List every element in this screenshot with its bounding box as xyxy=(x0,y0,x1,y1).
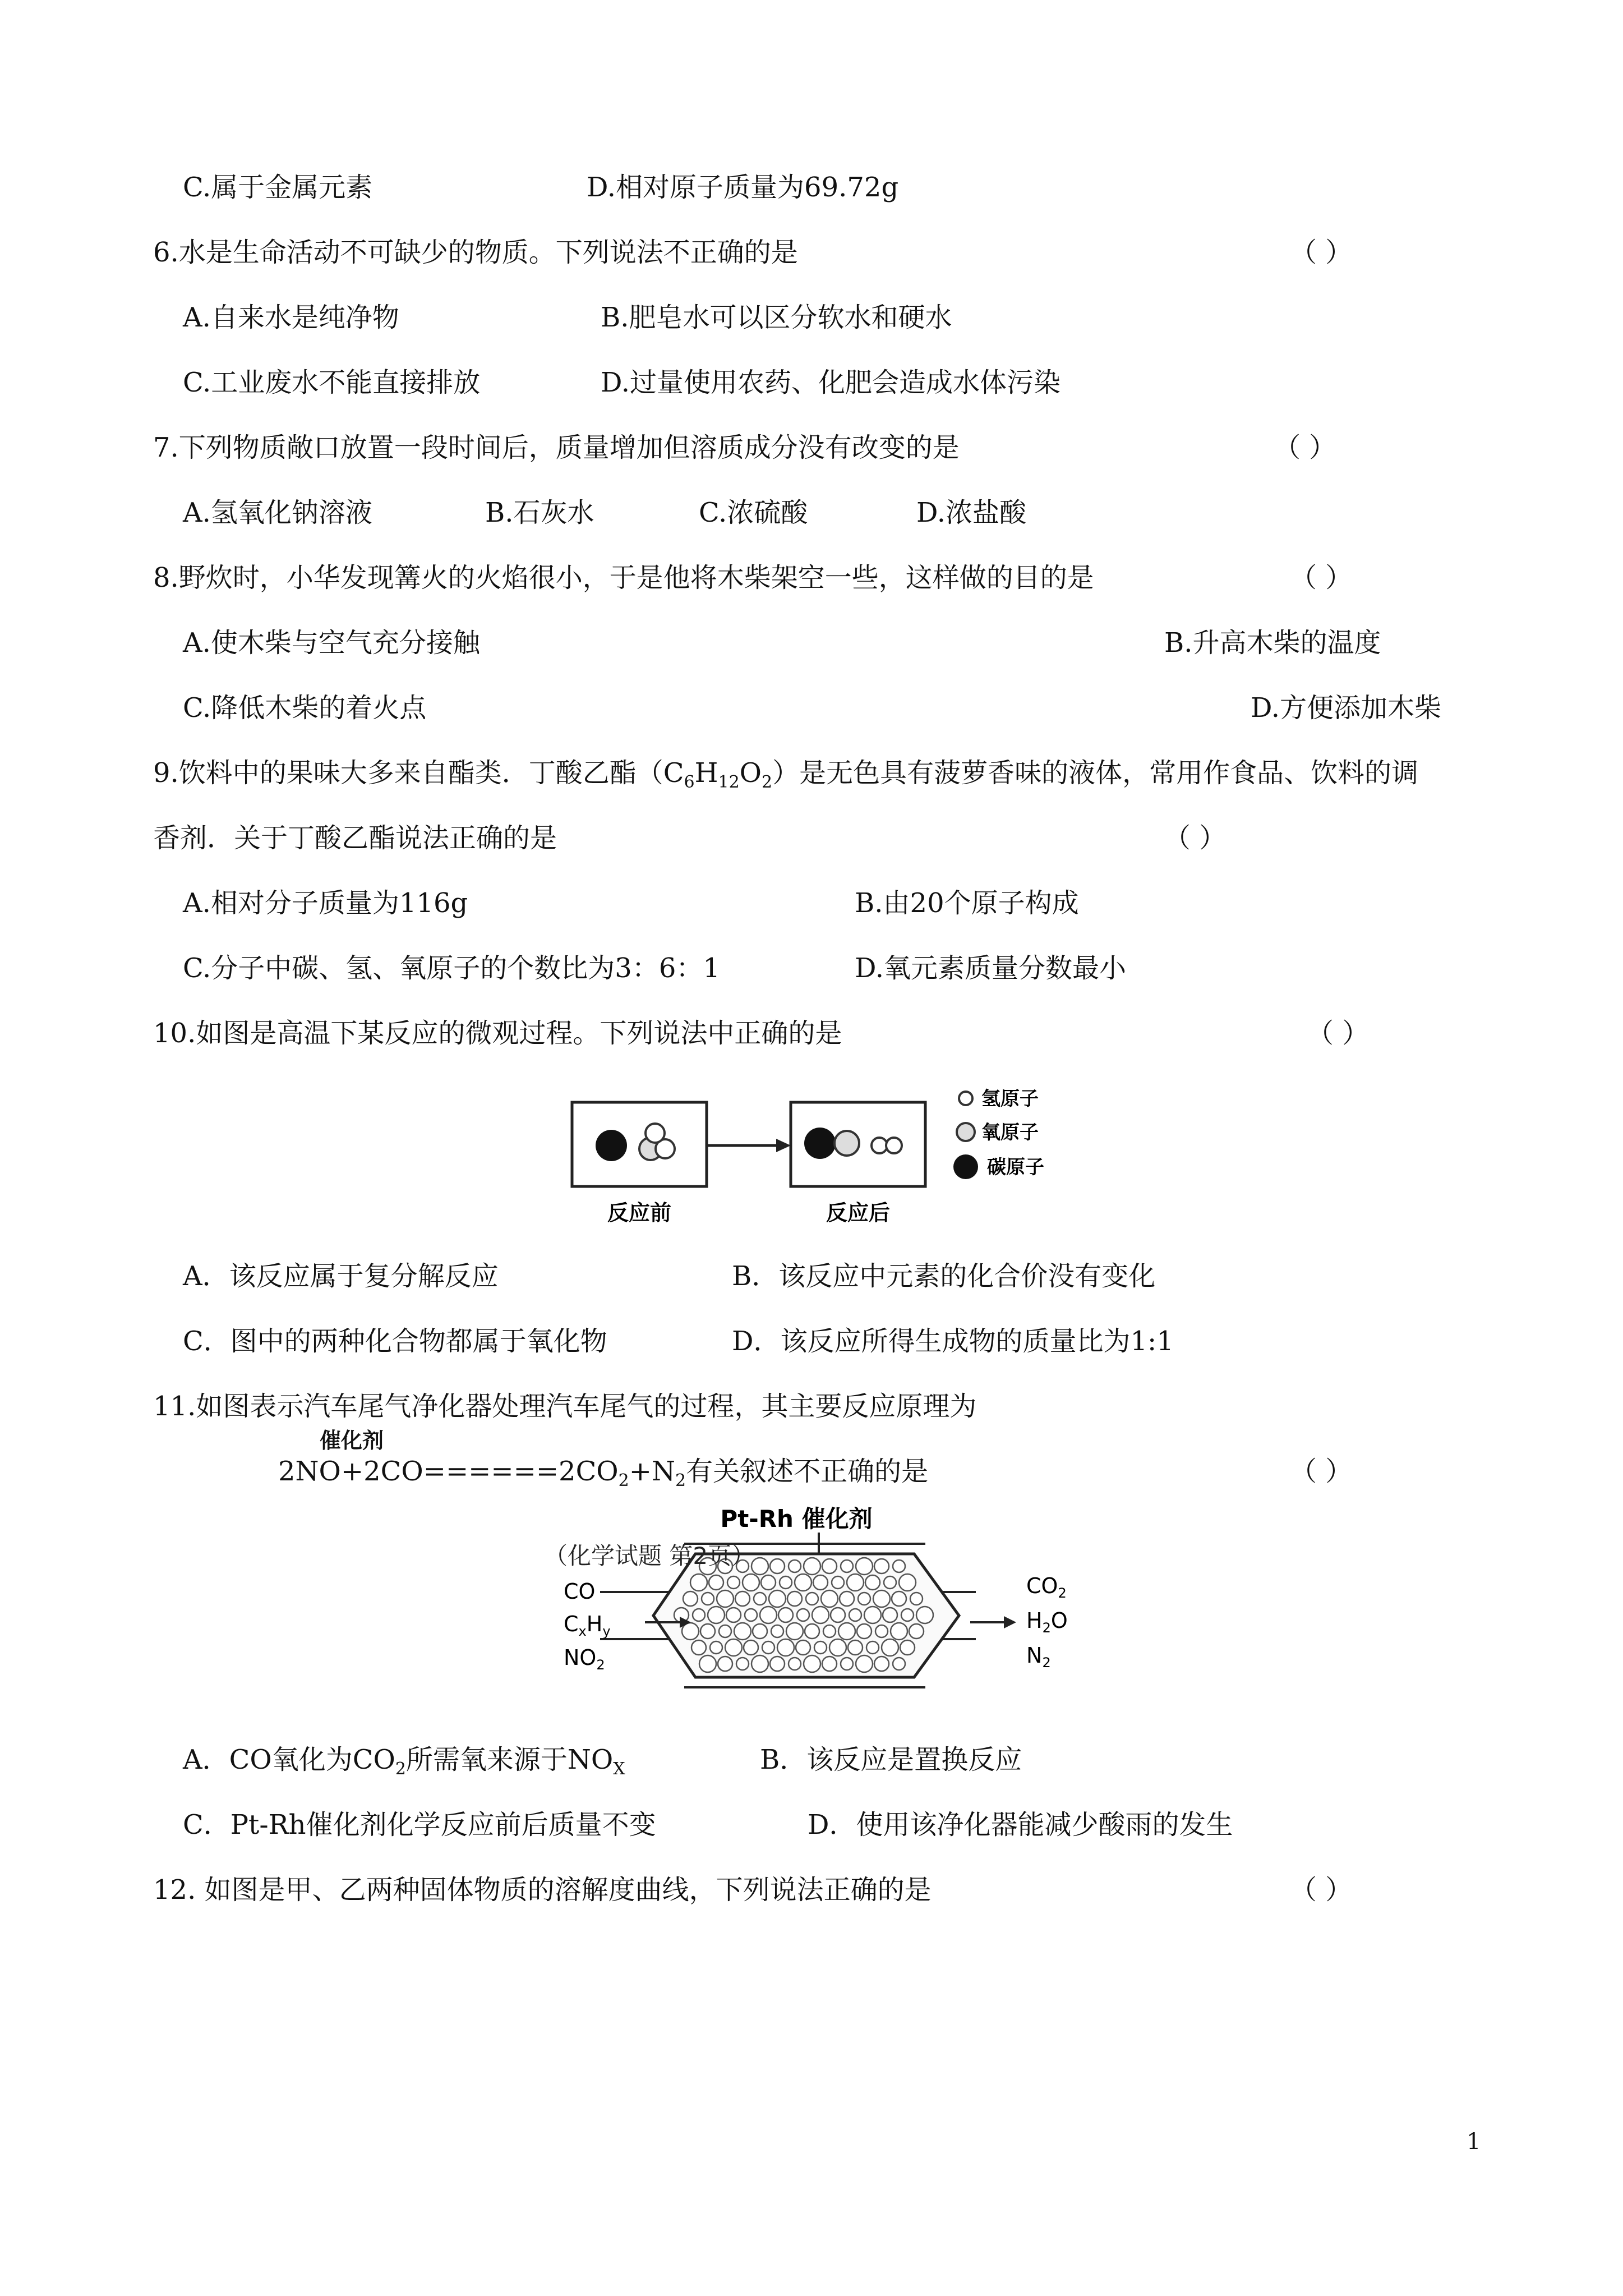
catalyst-bead xyxy=(865,1575,880,1590)
catalyst-bead xyxy=(745,1609,757,1621)
catalyst-bead xyxy=(786,1623,803,1640)
inlet-cxhy: $C_xH_y$ xyxy=(564,1612,611,1639)
catalyst-bead xyxy=(770,1559,785,1573)
catalyst-bead xyxy=(725,1639,742,1656)
catalyst-bead xyxy=(822,1559,837,1573)
catalyst-bead xyxy=(841,1560,853,1572)
q5-option-d: D.相对原子质量为69.72g xyxy=(587,172,899,203)
legend-carbon: 碳原子 xyxy=(987,1156,1044,1179)
outlet-arrow-head xyxy=(1004,1616,1016,1628)
catalyst-bead xyxy=(717,1590,734,1607)
q11-answer-paren: （ ） xyxy=(1290,1456,1353,1487)
outlet-h2o: $H_2O$ xyxy=(1026,1608,1068,1636)
q11-equation: $2NO+2CO======2CO_2+N_2$有关叙述不正确的是 xyxy=(278,1456,929,1490)
q10-option-c: C．图中的两种化合物都属于氧化物 xyxy=(183,1326,607,1357)
q8-option-b: B.升高木柴的温度 xyxy=(1164,627,1381,659)
hydrogen-atom xyxy=(872,1138,887,1153)
carbon-atom xyxy=(804,1128,836,1159)
catalyst-bead xyxy=(693,1609,705,1621)
q9-stem-line2: 香剂．关于丁酸乙酯说法正确的是 xyxy=(153,822,557,854)
q10-option-b: B．该反应中元素的化合价没有变化 xyxy=(732,1260,1156,1292)
catalyst-bead xyxy=(760,1607,777,1623)
catalyst-bead xyxy=(777,1639,794,1656)
catalyst-bead xyxy=(891,1623,907,1640)
outlet-co2: $CO_2$ xyxy=(1026,1573,1067,1601)
catalyst-bead xyxy=(882,1639,898,1656)
q6-option-b: B.肥皂水可以区分软水和硬水 xyxy=(601,302,952,333)
catalyst-bead xyxy=(762,1641,774,1654)
q6-stem: 6.水是生命活动不可缺少的物质。下列说法不正确的是 xyxy=(153,237,798,268)
catalyst-bead xyxy=(708,1607,725,1623)
catalyst-bead xyxy=(753,1624,767,1639)
q9-option-b: B.由20个原子构成 xyxy=(855,887,1079,919)
q8-answer-paren: （ ） xyxy=(1290,562,1353,593)
catalyst-bead xyxy=(840,1591,854,1606)
q8-option-c: C.降低木柴的着火点 xyxy=(183,692,427,724)
catalyst-bead xyxy=(702,1593,714,1605)
catalyst-bead xyxy=(875,1625,888,1637)
catalyst-bead xyxy=(769,1590,786,1607)
catalyst-bead xyxy=(806,1593,818,1605)
q12-stem: 12. 如图是甲、乙两种固体物质的溶解度曲线，下列说法正确的是 xyxy=(153,1874,932,1906)
q10-option-d: D．该反应所得生成物的质量比为1:1 xyxy=(732,1326,1174,1357)
q8-option-a: A.使木柴与空气充分接触 xyxy=(183,627,480,659)
q6-answer-paren: （ ） xyxy=(1290,237,1353,268)
catalyst-bead xyxy=(849,1609,861,1621)
catalyst-bead xyxy=(813,1575,828,1590)
catalyst-bead xyxy=(771,1625,783,1637)
catalyst-bead xyxy=(789,1658,801,1670)
catalyst-bead xyxy=(847,1574,864,1591)
q10-answer-paren: （ ） xyxy=(1307,1018,1370,1049)
catalyst-bead xyxy=(734,1623,751,1640)
q8-stem: 8.野炊时，小华发现篝火的火焰很小，于是他将木柴架空一些，这样做的目的是 xyxy=(153,562,1094,593)
legend-oxygen-icon xyxy=(957,1123,975,1141)
catalyst-bead xyxy=(805,1624,819,1639)
catalyst-bead xyxy=(874,1559,889,1573)
catalyst-bead xyxy=(892,1591,906,1606)
catalyst-bead xyxy=(823,1625,836,1637)
catalyst-bead xyxy=(884,1576,896,1589)
catalyst-bead xyxy=(857,1624,872,1639)
catalyst-bead xyxy=(780,1576,792,1589)
catalyst-bead xyxy=(900,1640,915,1655)
q11-catalytic-converter-diagram xyxy=(533,1498,1116,1700)
q9-answer-paren: （ ） xyxy=(1164,822,1227,854)
inlet-co: CO xyxy=(564,1579,596,1604)
label-after: 反应后 xyxy=(826,1200,891,1225)
q10-stem: 10.如图是高温下某反应的微观过程。下列说法中正确的是 xyxy=(153,1018,842,1049)
catalyst-bead xyxy=(789,1560,801,1572)
q9-stem-line1: 9.饮料中的果味大多来自酯类．丁酸乙酯$(C_6H_{12}O_2)$是无色具有菠萝香味的液体，常用作食品、饮料的调 xyxy=(153,757,1419,792)
carbon-atom xyxy=(596,1130,627,1161)
q10-reaction-diagram xyxy=(561,1077,1099,1234)
catalyst-bead xyxy=(874,1657,889,1671)
oxygen-atom xyxy=(834,1131,859,1156)
catalyst-bead xyxy=(814,1641,827,1654)
catalyst-bead xyxy=(804,1655,820,1672)
inlet-no2: $NO_2$ xyxy=(564,1645,605,1673)
q7-option-b: B.石灰水 xyxy=(485,497,594,528)
catalyst-bead xyxy=(866,1641,879,1654)
catalyst-bead xyxy=(821,1590,838,1607)
catalyst-bead xyxy=(804,1558,820,1575)
catalyst-bead xyxy=(848,1640,863,1655)
catalyst-bead xyxy=(822,1657,837,1671)
legend-hydrogen: 氢原子 xyxy=(981,1088,1039,1110)
catalyst-bead xyxy=(841,1658,853,1670)
q11-option-a: A．CO氧化为$CO_2$所需氧来源于$NO_X$ xyxy=(183,1744,625,1779)
q11-option-d: D．使用该净化器能减少酸雨的发生 xyxy=(808,1809,1233,1841)
catalyst-bead xyxy=(795,1574,811,1591)
page-number: 1 xyxy=(1467,2129,1481,2155)
catalyst-bead xyxy=(744,1640,758,1655)
q5-option-c: C.属于金属元素 xyxy=(183,172,373,203)
q6-option-a: A.自来水是纯净物 xyxy=(183,302,399,333)
label-before: 反应前 xyxy=(607,1200,672,1225)
catalyst-bead xyxy=(856,1558,873,1575)
q7-answer-paren: （ ） xyxy=(1274,432,1336,463)
catalyst-bead xyxy=(893,1560,905,1572)
catalyst-bead xyxy=(873,1590,890,1607)
catalyst-bead xyxy=(899,1574,916,1591)
catalyst-bead xyxy=(770,1657,785,1671)
hydrogen-atom xyxy=(645,1124,665,1143)
catalyst-bead xyxy=(893,1658,905,1670)
q10-option-a: A．该反应属于复分解反应 xyxy=(183,1260,499,1292)
catalyst-bead xyxy=(751,1655,768,1672)
q7-option-d: D.浓盐酸 xyxy=(916,497,1027,528)
catalyst-bead xyxy=(901,1609,914,1621)
q7-option-a: A.氢氧化钠溶液 xyxy=(183,497,372,528)
catalyst-bead xyxy=(735,1591,750,1606)
q6-option-c: C.工业废水不能直接排放 xyxy=(183,367,481,398)
catalyst-bead xyxy=(718,1657,732,1671)
catalyst-bead xyxy=(831,1608,845,1622)
catalyst-bead xyxy=(832,1576,844,1589)
legend-hydrogen-icon xyxy=(959,1092,972,1105)
arrow-head xyxy=(776,1139,791,1152)
catalyst-bead xyxy=(787,1591,802,1606)
catalyst-bead xyxy=(829,1639,846,1656)
q9-option-c: C.分子中碳、氢、氧原子的个数比为3：6：1 xyxy=(183,953,720,984)
q11-option-c: C．Pt-Rh催化剂化学反应前后质量不变 xyxy=(183,1809,656,1841)
catalyst-bead xyxy=(812,1607,829,1623)
catalyst-bead xyxy=(883,1608,897,1622)
catalyst-bead xyxy=(856,1655,873,1672)
catalyst-bead xyxy=(797,1609,809,1621)
catalyst-bead xyxy=(683,1591,698,1606)
q11-stem: 11.如图表示汽车尾气净化器处理汽车尾气的过程，其主要反应原理为 xyxy=(153,1391,977,1422)
legend-carbon-icon xyxy=(953,1154,978,1179)
catalyst-bead xyxy=(719,1625,731,1637)
catalyst-bead xyxy=(909,1624,924,1639)
catalyst-bead xyxy=(691,1640,706,1655)
catalyst-bead xyxy=(710,1641,722,1654)
q7-stem: 7.下列物质敞口放置一段时间后，质量增加但溶质成分没有改变的是 xyxy=(153,432,960,463)
q11-catalyst-label: 催化剂 xyxy=(320,1428,384,1453)
q12-answer-paren: （ ） xyxy=(1290,1874,1353,1906)
q11-option-b: B．该反应是置换反应 xyxy=(760,1744,1022,1775)
q6-option-d: D.过量使用农药、化肥会造成水体污染 xyxy=(601,367,1061,398)
catalyst-bead xyxy=(726,1608,741,1622)
catalyst-bead xyxy=(761,1575,776,1590)
catalyst-bead xyxy=(727,1576,740,1589)
q8-option-d: D.方便添加木柴 xyxy=(1251,692,1442,724)
q9-option-d: D.氧元素质量分数最小 xyxy=(855,953,1127,984)
page-stamp: （化学试题 第2页） xyxy=(544,1542,755,1570)
catalyst-bead xyxy=(858,1593,870,1605)
catalyst-bead xyxy=(690,1574,707,1591)
catalyst-bead xyxy=(736,1658,749,1670)
catalyst-bead xyxy=(743,1574,759,1591)
legend-oxygen: 氧原子 xyxy=(981,1121,1039,1144)
catalyst-bead xyxy=(699,1655,716,1672)
catalyst-bead xyxy=(700,1624,715,1639)
hydrogen-atom xyxy=(886,1138,902,1153)
q7-option-c: C.浓硫酸 xyxy=(699,497,808,528)
catalyst-bead xyxy=(916,1607,933,1623)
q9-option-a: A.相对分子质量为116g xyxy=(183,887,468,919)
catalyst-bead xyxy=(910,1593,923,1605)
catalyst-bead xyxy=(754,1593,766,1605)
catalyst-bead xyxy=(864,1607,881,1623)
pt-rh-catalyst-label: Pt-Rh 催化剂 xyxy=(720,1505,873,1533)
catalyst-bead xyxy=(709,1575,723,1590)
catalyst-bead xyxy=(838,1623,855,1640)
outlet-n2: $N_2$ xyxy=(1026,1643,1051,1671)
catalyst-bead xyxy=(778,1608,793,1622)
catalyst-bead xyxy=(796,1640,810,1655)
